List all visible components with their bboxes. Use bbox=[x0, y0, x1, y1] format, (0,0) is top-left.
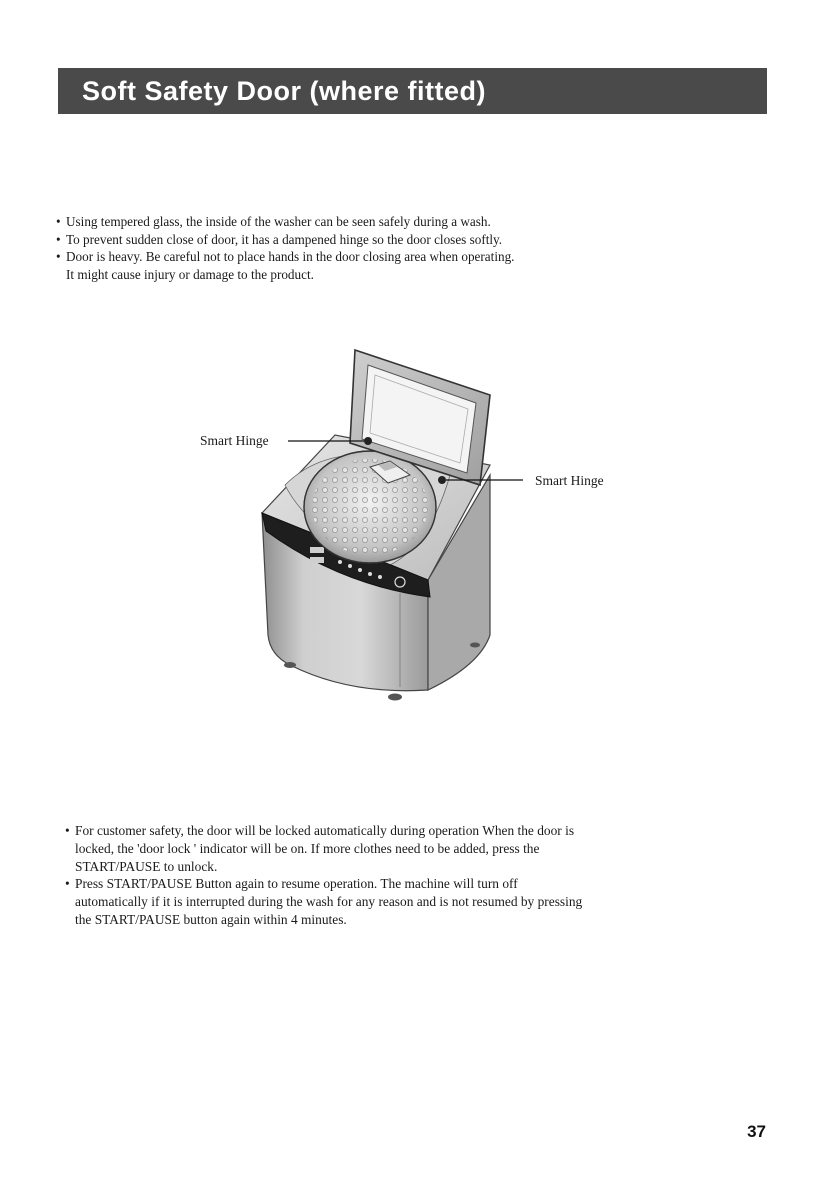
washer-illustration bbox=[190, 335, 630, 735]
bullet-marker: • bbox=[56, 249, 61, 265]
bullet-text: To prevent sudden close of door, it has a dampened hinge so the door closes softly. bbox=[66, 231, 503, 247]
bullet-marker: • bbox=[65, 823, 70, 838]
bullet-continuation-text: It might cause injury or damage to the product. bbox=[66, 267, 314, 283]
page-title: Soft Safety Door (where fitted) bbox=[82, 75, 487, 106]
right-hinge-icon bbox=[438, 476, 446, 484]
page-number: 37 bbox=[747, 1122, 766, 1141]
list-item bbox=[65, 875, 582, 928]
intro-bullet-list bbox=[56, 213, 514, 284]
right-hinge-label: Smart Hinge bbox=[535, 473, 604, 488]
section-title-bar bbox=[58, 68, 767, 114]
bullet-text-line: automatically if it is interrupted during the wash for any reason and is not resumed by pressing bbox=[75, 894, 583, 910]
left-hinge-label: Smart Hinge bbox=[200, 433, 269, 448]
bullet-text-line: the START/PAUSE button again within 4 minutes. bbox=[75, 911, 347, 927]
safety-bullet-list bbox=[65, 822, 582, 929]
bullet-text-line: locked, the 'door lock ' indicator will be on. If more clothes need to be added, press the bbox=[75, 840, 540, 856]
bullet-marker: • bbox=[56, 231, 61, 247]
list-item bbox=[56, 231, 514, 249]
bullet-text-line: START/PAUSE to unlock. bbox=[75, 858, 218, 874]
bullet-marker: • bbox=[65, 876, 70, 892]
left-hinge-icon bbox=[364, 437, 372, 445]
bullet-text-line: For customer safety, the door will be locked automatically during operation When the door is bbox=[75, 823, 575, 838]
bullet-text: Using tempered glass, the inside of the washer can be seen safely during a wash. bbox=[66, 214, 491, 229]
list-item bbox=[65, 822, 582, 875]
bullet-text-line: Press START/PAUSE Button again to resume operation. The machine will turn off bbox=[75, 876, 518, 892]
bullet-text: Door is heavy. Be careful not to place hands in the door closing area when operating. bbox=[66, 249, 515, 265]
list-item bbox=[56, 213, 514, 231]
list-item bbox=[56, 248, 514, 283]
bullet-marker: • bbox=[56, 214, 61, 229]
wash-tub bbox=[304, 451, 436, 563]
